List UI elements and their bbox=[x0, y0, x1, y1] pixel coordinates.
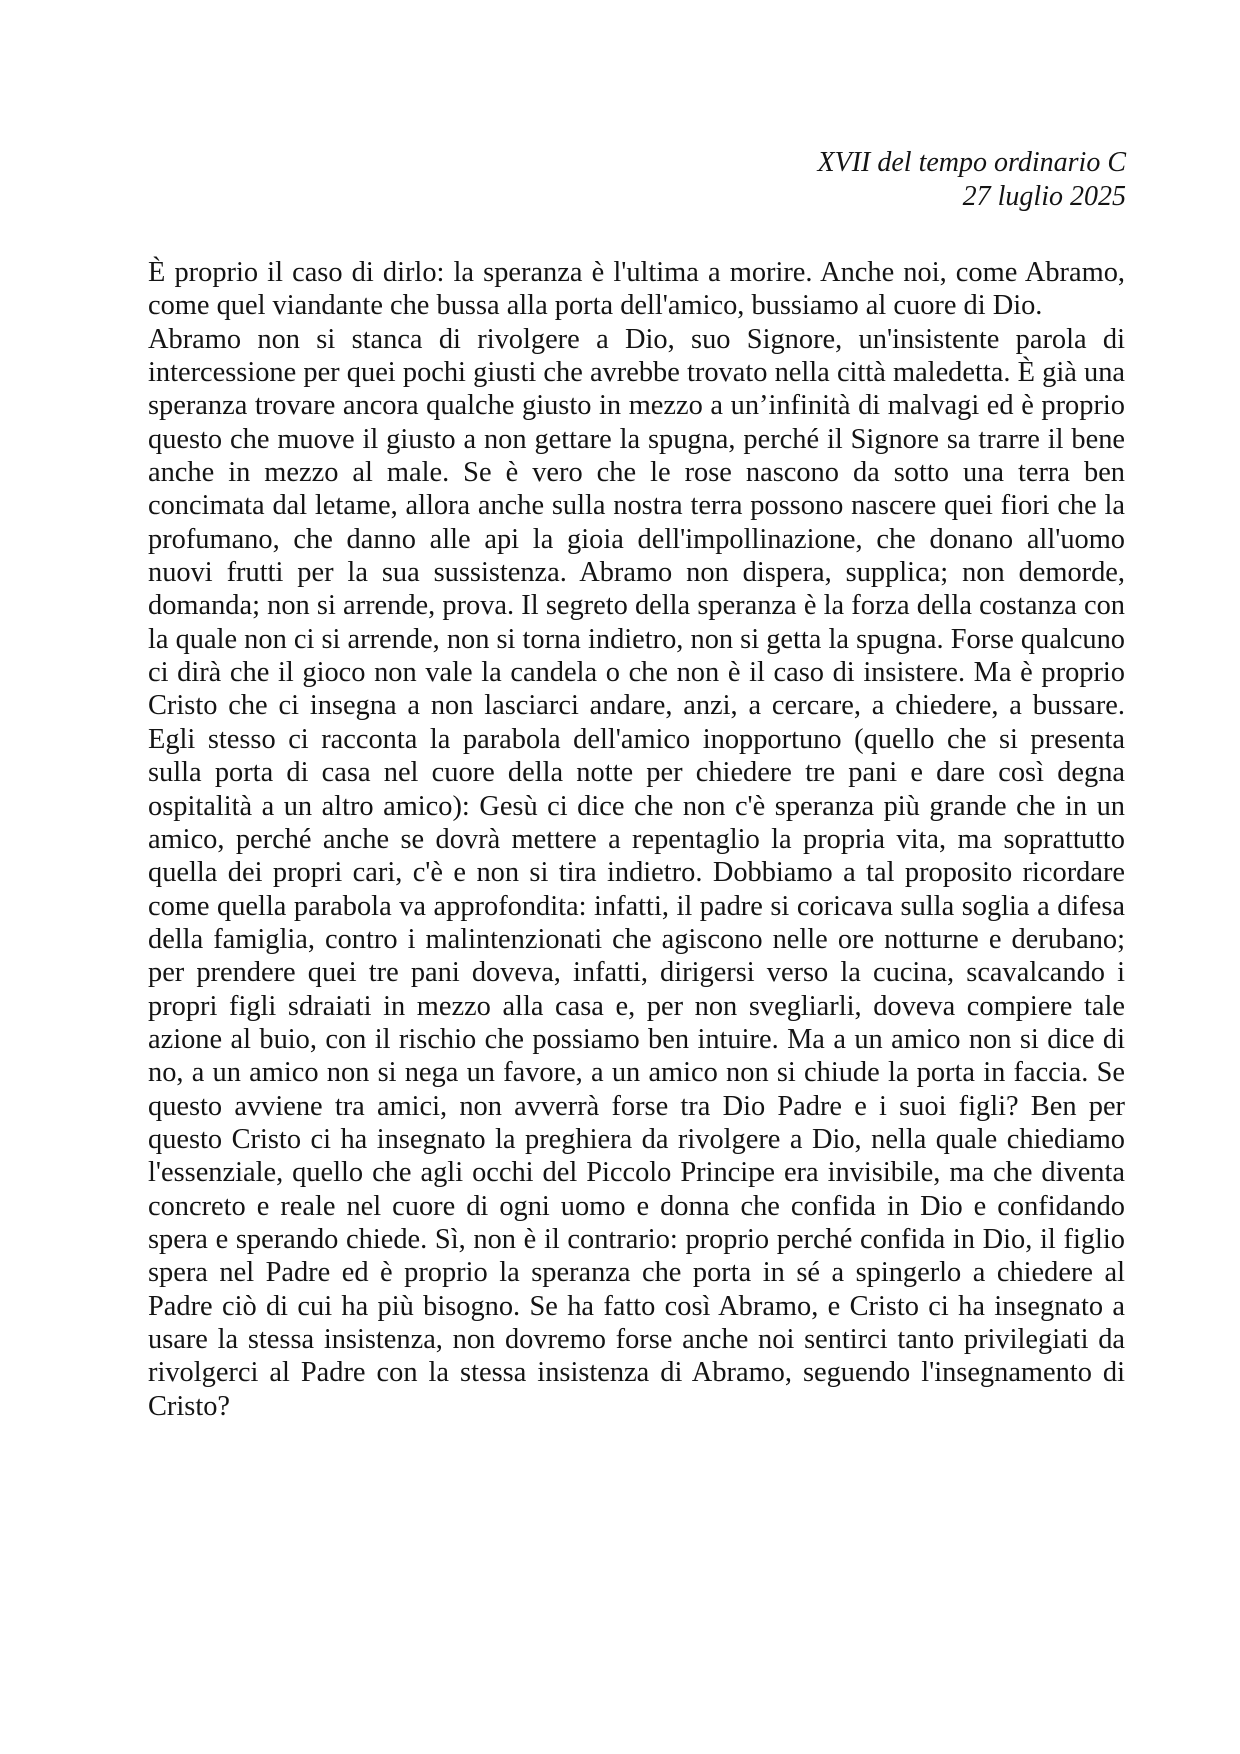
liturgical-day-heading: XVII del tempo ordinario C bbox=[817, 147, 1126, 178]
document-header bbox=[818, 146, 1126, 214]
document-body bbox=[148, 256, 1125, 1423]
main-paragraph: Abramo non si stanca di rivolgere a Dio, suo Signore, un'insistente parola di intercessione per quei pochi giusti che avrebbe trovato nella città maledetta. È già una speranza trovare ancora qualche giusto in mezzo a un’infinità di malvagi ed è proprio questo che muove il giusto a non gettare la spugna, perché il Signore sa trarre il bene anche in mezzo al male. Se è vero che le rose nascono da sotto una terra ben concimata dal letame, allora anche sulla nostra terra possono nascere quei fiori che la profumano, che danno alle api la gioia dell'impollinazione, che donano all'uomo nuovi frutti per la sua sussistenza. Abramo non dispera, supplica; non demorde, domanda; non si arrende, prova. Il segreto della speranza è la forza della costanza con la quale non ci si arrende, non si torna indietro, non si getta la spugna. Forse qualcuno ci dirà che il gioco non vale la candela o che non è il caso di insistere. Ma è proprio Cristo che ci insegna a non lasciarci andare, anzi, a cercare, a chiedere, a bussare. Egli stesso ci racconta la parabola dell'amico inopportuno (quello che si presenta sulla porta di casa nel cuore della notte per chiedere tre pani e dare così degna ospitalità a un altro amico): Gesù ci dice che non c'è speranza più grande che in un amico, perché anche se dovrà mettere a repentaglio la propria vita, ma soprattutto quella dei propri cari, c'è e non si tira indietro. Dobbiamo a tal proposito ricordare come quella parabola va approfondita: infatti, il padre si coricava sulla soglia a difesa della famiglia, contro i malintenzionati che agiscono nelle ore notturne e derubano; per prendere quei tre pani doveva, infatti, dirigersi verso la cucina, scavalcando i propri figli sdraiati in mezzo alla casa e, per non svegliarli, doveva compiere tale azione al buio, con il rischio che possiamo ben intuire. Ma a un amico non si dice di no, a un amico non si nega un favore, a un amico non si chiude la porta in faccia. Se questo avviene tra amici, non avverrà forse tra Dio Padre e i suoi figli? Ben per questo Cristo ci ha insegnato la preghiera da rivolgere a Dio, nella quale chiediamo l'essenziale, quello che agli occhi del Piccolo Principe era invisibile, ma che diventa concreto e reale nel cuore di ogni uomo e donna che confida in Dio e confidando spera e sperando chiede. Sì, non è il contrario: proprio perché confida in Dio, il figlio spera nel Padre ed è proprio la speranza che porta in sé a spingerlo a chiedere al Padre ciò di cui ha più bisogno. Se ha fatto così Abramo, e Cristo ci ha insegnato a usare la stessa insistenza, non dovremo forse anche noi sentirci tanto privilegiati da rivolgerci al Padre con la stessa insistenza di Abramo, seguendo l'insegnamento di Cristo? bbox=[148, 323, 1125, 1422]
document-date: 27 luglio 2025 bbox=[962, 181, 1126, 212]
intro-paragraph: È proprio il caso di dirlo: la speranza è l'ultima a morire. Anche noi, come Abramo, come quel viandante che bussa alla porta dell'amico, bussiamo al cuore di Dio. bbox=[148, 257, 1125, 322]
